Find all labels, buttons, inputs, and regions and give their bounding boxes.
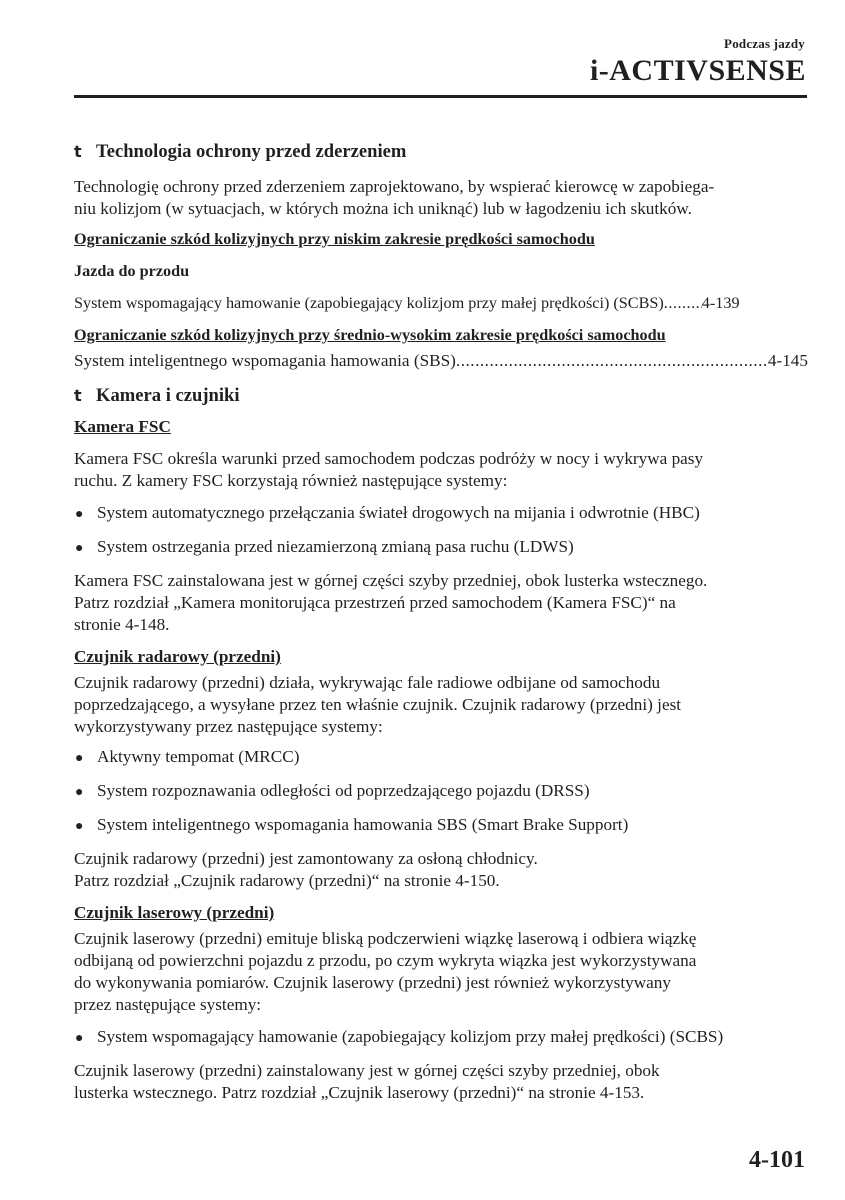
intro-line: Technologię ochrony przed zderzeniem zaprojektowano, by wspierać kierowcę w zapobiega- (74, 177, 715, 196)
bullet-icon: ● (75, 785, 84, 800)
list-item-text: System rozpoznawania odległości od poprzedzającego pojazdu (DRSS) (97, 781, 590, 800)
radar-heading: Czujnik radarowy (przedni) (74, 647, 281, 666)
laser-desc-line: przez następujące systemy: (74, 995, 262, 1014)
section-title: Technologia ochrony przed zderzeniem (96, 141, 407, 162)
list-item (74, 814, 808, 838)
list-item-text: System inteligentnego wspomagania hamowania SBS (Smart Brake Support) (97, 815, 629, 834)
mid-high-speed-heading: Ograniczanie szkód kolizyjnych przy średnio-wysokim zakresie prędkości samochodu (74, 326, 666, 344)
bullet-icon: ● (75, 751, 84, 766)
laser-desc-line: do wykonywania pomiarów. Czujnik laserowy (przedni) jest również wykorzystywany (74, 973, 671, 992)
bullet-icon: ● (75, 1031, 84, 1046)
bullet-icon: ● (75, 507, 84, 522)
list-item (74, 780, 808, 804)
section-marker-icon: t (74, 142, 82, 161)
list-item-text: System wspomagający hamowanie (zapobiegający kolizjom przy małej prędkości) (SCBS) (97, 1027, 724, 1046)
fsc-location-line: Patrz rozdział „Kamera monitorująca przestrzeń przed samochodem (Kamera FSC)“ na (74, 593, 676, 612)
chapter-title: i-ACTIVSENSE (589, 54, 806, 87)
laser-location-line: Czujnik laserowy (przedni) zainstalowany jest w górnej części szyby przedniej, obok (74, 1061, 660, 1080)
list-item-text: System ostrzegania przed niezamierzoną zmianą pasa ruchu (LDWS) (97, 537, 574, 556)
toc-page-ref: 4-145 (767, 351, 808, 370)
toc-leader-dots (456, 350, 768, 372)
fsc-desc-line: ruchu. Z kamery FSC korzystają również następujące systemy: (74, 471, 508, 490)
toc-entry-sbs (74, 350, 808, 372)
radar-desc-line: Czujnik radarowy (przedni) działa, wykrywając fale radiowe odbijane od samochodu (74, 673, 661, 692)
running-header-section: Podczas jazdy (724, 36, 805, 51)
laser-location-line: lusterka wstecznego. Patrz rozdział „Czujnik laserowy (przedni)“ na stronie 4-153. (74, 1083, 645, 1102)
laser-desc-line: odbijaną od powierzchni pojazdu z przodu, po czym wykryta wiązka jest wykorzystywana (74, 951, 697, 970)
low-speed-heading: Ograniczanie szkód kolizyjnych przy niskim zakresie prędkości samochodu (74, 230, 595, 248)
toc-entry-text: System wspomagający hamowanie (zapobiegający kolizjom przy małej prędkości) (SCBS) (74, 294, 664, 312)
toc-entry-text: System inteligentnego wspomagania hamowania (SBS) (74, 351, 456, 370)
section-heading-camera-sensors (74, 384, 808, 408)
page-content (74, 140, 808, 1104)
list-item (74, 536, 808, 560)
list-item (74, 1026, 808, 1050)
toc-entry-scbs (74, 292, 808, 314)
intro-line: niu kolizjom (w sytuacjach, w których można ich uniknąć) lub w łagodzeniu ich skutków. (74, 199, 692, 218)
section-heading-collision (74, 140, 808, 164)
section-title: Kamera i czujniki (96, 385, 240, 406)
list-item-text: System automatycznego przełączania świateł drogowych na mijania i odwrotnie (HBC) (97, 503, 700, 522)
fsc-heading: Kamera FSC (74, 417, 171, 436)
radar-location-line: Czujnik radarowy (przedni) jest zamontowany za osłoną chłodnicy. (74, 849, 538, 868)
fsc-desc-line: Kamera FSC określa warunki przed samochodem podczas podróży w nocy i wykrywa pasy (74, 449, 704, 468)
bullet-icon: ● (75, 819, 84, 834)
bullet-icon: ● (75, 541, 84, 556)
radar-location-line: Patrz rozdział „Czujnik radarowy (przedni)“ na stronie 4-150. (74, 871, 500, 890)
page-number: 4-101 (749, 1147, 805, 1173)
list-item (74, 502, 808, 526)
radar-desc-line: poprzedzającego, a wysyłane przez ten właśnie czujnik. Czujnik radarowy (przedni) jest (74, 695, 682, 714)
fsc-location-line: stronie 4-148. (74, 615, 170, 634)
fsc-location-line: Kamera FSC zainstalowana jest w górnej części szyby przedniej, obok lusterka wstecznego. (74, 571, 708, 590)
list-item-text: Aktywny tempomat (MRCC) (97, 747, 300, 766)
radar-desc-line: wykorzystywany przez następujące systemy: (74, 717, 383, 736)
header-rule (74, 95, 807, 98)
section-marker-icon: t (74, 386, 82, 405)
list-item (74, 746, 808, 770)
laser-desc-line: Czujnik laserowy (przedni) emituje bliską podczerwieni wiązkę laserową i odbiera wiązkę (74, 929, 697, 948)
toc-leader-dots (664, 292, 702, 314)
toc-page-ref: 4-139 (701, 294, 740, 312)
forward-heading: Jazda do przodu (74, 262, 190, 280)
laser-heading: Czujnik laserowy (przedni) (74, 903, 275, 922)
